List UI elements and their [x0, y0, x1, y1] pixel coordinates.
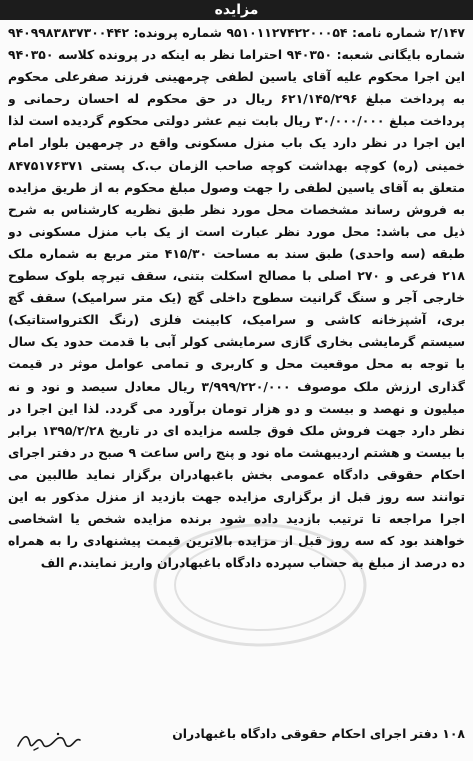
notice-body — [8, 22, 465, 722]
notice-title: مزایده — [0, 0, 473, 20]
handwritten-signature — [14, 728, 84, 754]
notice-paragraph: ۲/۱۴۷ شماره نامه: ۹۵۱۰۱۱۲۷۴۲۲۰۰۰۵۴ شماره پرونده: ۹۴۰۹۹۸۳۸۳۷۳۰۰۴۴۲ شماره بایگانی شعبه: ۹۴۰۳۵۰ احتراما نظر به اینکه در پرونده کلاسه ۹۴۰۳۵۰ این اجرا محکوم علیه آقای یاسین لطفی چرمهینی فرزند صفرعلی محکوم به پرداخت مبلغ ۶۲۱/۱۴۵/۲۹۶ ریال در حق محکوم له احسان رحمانی و پرداخت مبلغ ۳۰/۰۰۰/۰۰۰ ریال بابت نیم عشر دولتی محکوم گردیده است لذا این اجرا در نظر دارد یک باب منزل مسکونی واقع در چرمهین بلوار امام خمینی (ره) کوچه بهداشت کوچه صاحب الزمان ب.ک پستی ۸۴۷۵۱۷۶۳۷۱ متعلق به آقای یاسین لطفی را جهت وصول مبلغ محکوم به از طریق مزایده به فروش رساند مشخصات محل مورد نظر طبق نظریه کارشناس به شرح ذیل می باشد: محل مورد نظر عبارت است از یک باب منزل مسکونی دو طبقه (سه واحدی) طبق سند به مساحت ۴۱۵/۳۰ متر مربع به شماره ملک ۲۱۸ فرعی و ۲۷۰ اصلی با مصالح اسکلت بتنی، سقف تیرچه بلوک سطوح خارجی آجر و سنگ گرانیت سطوح داخلی گچ (یک متر سرامیک) سقف گچ بری، آشپزخانه کاشی و سرامیک، کابینت فلزی (رنگ الکترواستاتیک) سیستم گرمایشی بخاری گازی سرمایشی کولر آبی با قدمت حدود یک سال با توجه به محل موقعیت محل و کاربری و تمامی عوامل موثر در قیمت گذاری ارزش ملک موصوف ۳/۹۹۹/۲۲۰/۰۰۰ ریال معادل سیصد و نود و نه میلیون و نهصد و بیست و دو هزار تومان برآورد می گردد. لذا این اجرا در نظر دارد جهت فروش ملک فوق جلسه مزایده ای در تاریخ ۱۳۹۵/۲/۲۸ برابر با بیست و هشتم اردیبهشت ماه نود و پنج راس ساعت ۹ صبح در دفتر اجرای احکام حقوقی دادگاه عمومی بخش باغبهادران برگزار نماید طالبین می توانند سه روز قبل از برگزاری مزایده جهت بازدید از منزل مذکور به این اجرا مراجعه تا ترتیب بازدید داده شود برنده مزایده شخص یا اشخاصی خواهند بود که سه روز قبل از مزایده بالاترین قیمت پیشنهادی را به همراه ده درصد از مبلغ به حساب سپرده دادگاه باغبهادران واریز نمایند.م الف — [8, 25, 465, 571]
notice-footer: ۱۰۸ دفتر اجرای احکام حقوقی دادگاه باغبهادران — [172, 726, 465, 741]
